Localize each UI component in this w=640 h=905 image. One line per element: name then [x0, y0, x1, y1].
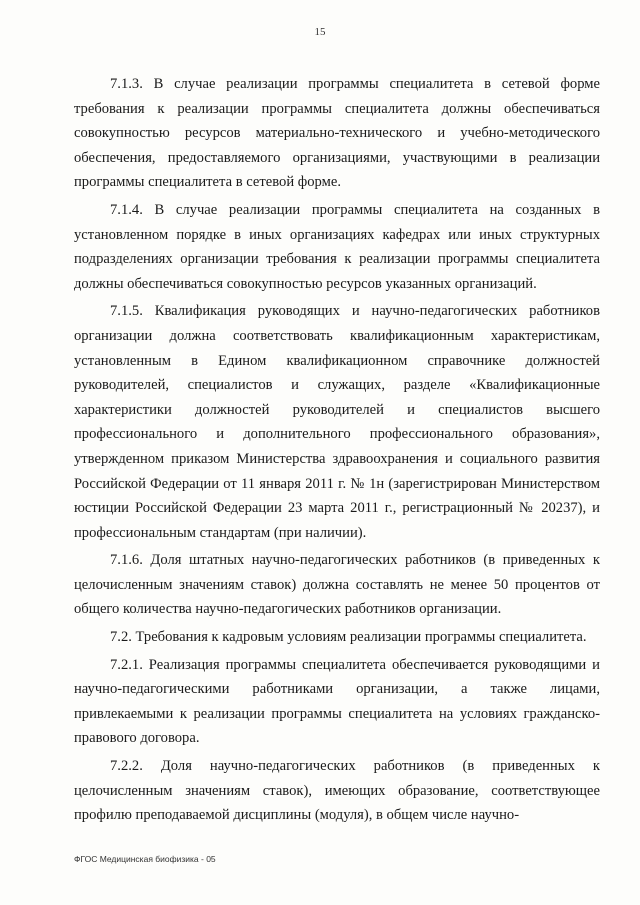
paragraph-7-2-1: 7.2.1. Реализация программы специалитета обеспечивается руководящими и научно-педагогическими работниками организации, а также лицами, привлекаемыми к реализации программы специалитета на условиях гражданско-правового договора. [74, 656, 600, 747]
paragraph-7-1-5: 7.1.5. Квалификация руководящих и научно-педагогических работников организации должна соответствовать квалификационным характеристикам, установленным в Едином квалификационном справочнике должностей руководителей, специалистов и служащих, разделе «Квалификационные характеристики должностей руководителей и специалистов высшего профессионального и дополнительного профессионального образования», утвержденном приказом Министерства здравоохранения и социального развития Российской Федерации от 11 января 2011 г. № 1н (зарегистрирован Министерством юстиции Российской Федерации 23 марта 2011 г., регистрационный № 20237), и профессиональным стандартам (при наличии). [74, 303, 600, 541]
page-number: 15 [314, 26, 326, 38]
footer-document-id: ФГОС Медицинская биофизика - 05 [74, 854, 216, 864]
paragraph-7-2-2: 7.2.2. Доля научно-педагогических работников (в приведенных к целочисленным значениям ставок), имеющих образование, соответствующее профилю преподаваемой дисциплины (модуля), в общем числе научно- [74, 758, 600, 824]
paragraph-7-2: 7.2. Требования к кадровым условиям реализации программы специалитета. [110, 629, 587, 646]
paragraph-7-1-6: 7.1.6. Доля штатных научно-педагогических работников (в приведенных к целочисленным значениям ставок) должна составлять не менее 50 процентов от общего количества научно-педагогических работников организации. [74, 552, 600, 618]
document-body [74, 72, 600, 831]
paragraph-7-1-4: 7.1.4. В случае реализации программы специалитета на созданных в установленном порядке в иных организациях кафедрах или иных структурных подразделениях организации требования к реализации программы специалитета должны обеспечиваться совокупностью ресурсов указанных организаций. [74, 201, 600, 292]
paragraph-7-1-3: 7.1.3. В случае реализации программы специалитета в сетевой форме требования к реализации программы специалитета должны обеспечиваться совокупностью ресурсов материально-технического и учебно-методического обеспечения, предоставляемого организациями, участвующими в реализации программы специалитета в сетевой форме. [74, 76, 600, 191]
